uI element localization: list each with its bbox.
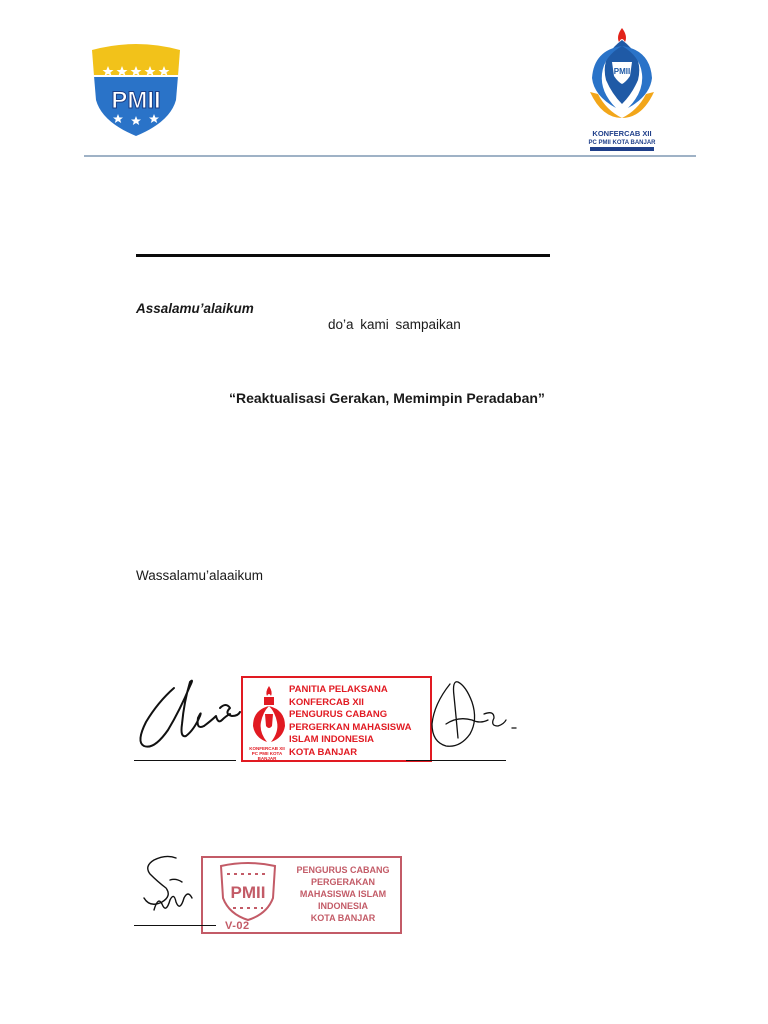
signature-bottom — [136, 852, 202, 922]
stamp-line: KONFERCAB XII — [289, 696, 364, 708]
right-logo-caption-2: PC PMII KOTA BANJAR — [588, 140, 656, 146]
stamp-lines — [285, 864, 401, 924]
prayer-text: do’a kami sampaikan — [328, 317, 461, 332]
stamp-line: INDONESIA — [317, 901, 368, 911]
pmii-shield-logo — [88, 42, 184, 138]
stamp-line: PANITIA PELAKSANA — [289, 684, 388, 695]
pmii-shield-icon — [215, 862, 281, 924]
stamp-mark-caption: KONFERCAB XII PC PMII KOTA BANJAR — [249, 746, 285, 761]
stamp-line: KOTA BANJAR — [289, 746, 358, 758]
committee-stamp — [241, 676, 432, 762]
stamp-line: MAHASISWA ISLAM — [299, 889, 387, 899]
signature-right — [428, 676, 522, 756]
closing: Wassalamu’alaaikum — [136, 568, 264, 583]
stamp-lines — [289, 684, 411, 759]
left-logo-text: PMII — [111, 87, 161, 114]
signature-line-bottom — [134, 925, 216, 926]
konfercab-emblem-icon — [249, 684, 289, 746]
stamp-line: PERGERKAN MAHASISWA — [289, 721, 412, 733]
stamp-line: PERGERAKAN — [310, 877, 375, 887]
stamp-line: ISLAM INDONESIA — [289, 734, 374, 745]
stamp-line: KOTA BANJAR — [310, 913, 376, 923]
stamp-line: PENGURUS CABANG — [289, 709, 388, 720]
stamp-line: PENGURUS CABANG — [296, 865, 390, 875]
signature-line-left — [134, 760, 236, 761]
konfercab-logo — [586, 22, 658, 158]
branch-shield-text: PMII — [230, 883, 266, 902]
right-logo-text: PMII — [613, 67, 631, 76]
stamp-code: V-02 — [225, 920, 250, 932]
title-underline — [136, 254, 550, 257]
branch-stamp — [201, 856, 402, 934]
header-rule — [84, 155, 696, 157]
right-logo-caption-1: KONFERCAB XII — [592, 129, 652, 138]
greeting: Assalamu’alaikum — [136, 301, 254, 316]
signature-line-right — [406, 760, 506, 761]
signature-left — [134, 672, 252, 754]
theme-quote: “Reaktualisasi Gerakan, Memimpin Peradaban” — [229, 390, 545, 406]
